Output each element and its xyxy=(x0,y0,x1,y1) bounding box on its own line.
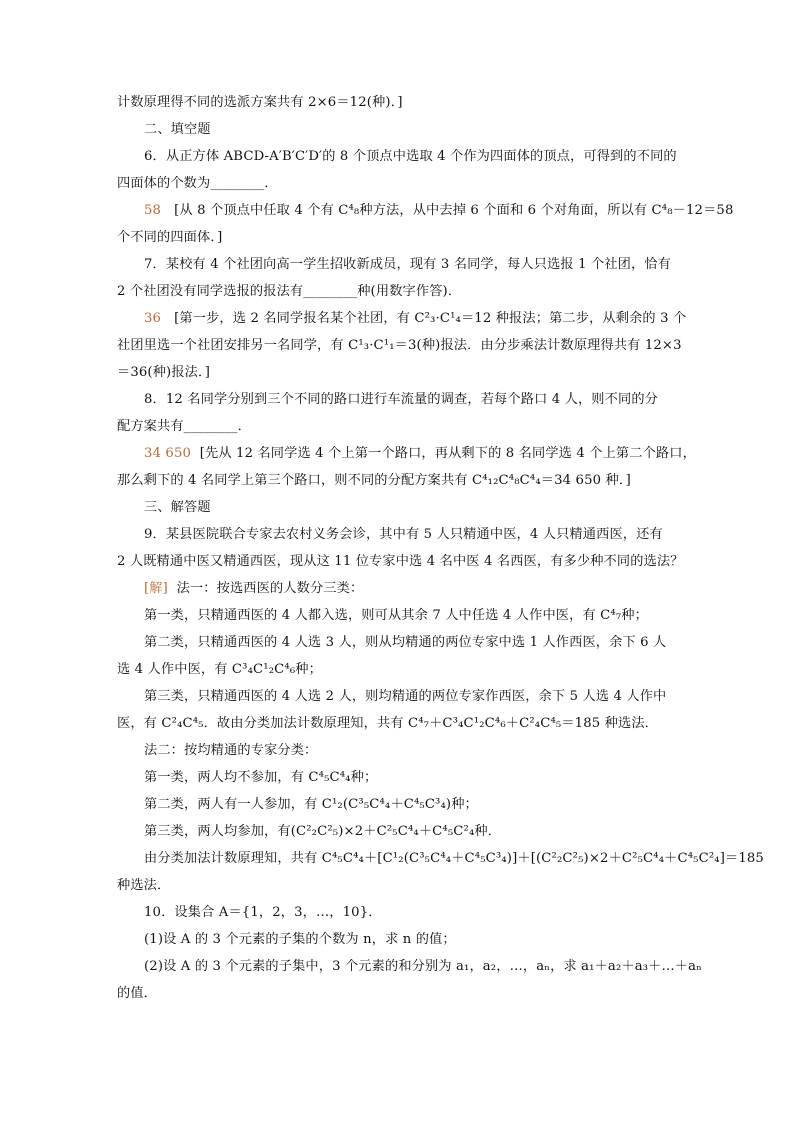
text-line: 的值． xyxy=(117,986,158,1001)
answer-value: 34 650 xyxy=(144,446,192,461)
question-8: 8．12 名同学分别到三个不同的路口进行车流量的调查，若每个路口 4 人，则不同的分 xyxy=(144,392,658,407)
text-line: 第一类，只精通西医的 4 人都入选，则可从其余 7 人中任选 4 人作中医，有 C⁴₇种； xyxy=(144,608,648,623)
text-line: ＝36(种)报法．] xyxy=(117,365,211,380)
solution-start xyxy=(144,579,363,599)
text-line: (2)设 A 的 3 个元素的子集中，3 个元素的和分别为 a₁，a₂，…，aₙ，求 a₁＋a₂＋a₃＋…＋aₙ xyxy=(144,959,703,974)
text-line: 种选法． xyxy=(117,878,171,893)
text-line: 2 人既精通中医又精通西医，现从这 11 位专家中选 4 名中医 4 名西医，有多少种不同的选法？ xyxy=(117,554,684,569)
question-9: 9．某县医院联合专家去农村义务会诊，其中有 5 人只精通中医，4 人只精通西医，还有 xyxy=(144,527,663,542)
text-line: 法二：按均精通的专家分类： xyxy=(144,743,318,758)
text-line: (1)设 A 的 3 个元素的子集的个数为 n，求 n 的值； xyxy=(144,932,456,947)
section-heading-fill-in: 二、填空题 xyxy=(144,122,211,137)
question-7: 7．某校有 4 个社团向高一学生招收新成员，现有 3 名同学，每人只选报 1 个社团，恰有 xyxy=(144,257,672,272)
text-line: 选 4 人作中医，有 C³₄C¹₂C⁴₆种； xyxy=(117,662,322,677)
text-line: 个不同的四面体．] xyxy=(117,230,223,245)
text-line: 第三类，只精通西医的 4 人选 2 人，则均精通的两位专家作西医，余下 5 人选 4 人作中 xyxy=(144,689,667,704)
text-line: 2 个社团没有同学选报的报法有________种(用数字作答)． xyxy=(117,284,462,299)
answer-6 xyxy=(144,201,734,221)
text-line: 第一类，两人均不参加，有 C⁴₅C⁴₄种； xyxy=(144,770,378,785)
section-heading-solve: 三、解答题 xyxy=(144,500,211,515)
explanation-text: [从 8 个顶点中任取 4 个有 C⁴₈种方法，从中去掉 6 个面和 6 个对角面，所以有 C⁴₈－12＝58 xyxy=(174,203,734,218)
text-line: 第二类，两人有一人参加，有 C¹₂(C³₅C⁴₄＋C⁴₅C³₄)种； xyxy=(144,797,478,812)
text-line: 社团里选一个社团安排另一名同学，有 C¹₃·C¹₁＝3(种)报法．由分步乘法计数原理得共有 12×3 xyxy=(117,338,682,353)
answer-7 xyxy=(144,309,686,329)
text-line: 第二类，只精通西医的 4 人选 3 人，则从均精通的两位专家中选 1 人作西医，余下 6 人 xyxy=(144,635,667,650)
answer-value: 36 xyxy=(144,311,162,326)
text-line: 四面体的个数为________． xyxy=(117,176,278,191)
text-line: 医，有 C²₄C⁴₅．故由分类加法计数原理知，共有 C⁴₇＋C³₄C¹₂C⁴₆＋C²₄C⁴₅＝185 种选法． xyxy=(117,716,658,731)
text-line: 第三类，两人均参加，有(C²₂C²₅)×2＋C²₅C⁴₄＋C⁴₅C²₄种． xyxy=(144,824,502,839)
explanation-text: 法一：按选西医的人数分三类： xyxy=(176,581,364,596)
answer-value: 58 xyxy=(144,203,162,218)
question-10: 10．设集合 A＝{1，2，3，…，10}． xyxy=(144,905,382,920)
text-line: 那么剩下的 4 名同学上第三个路口，则不同的分配方案共有 C⁴₁₂C⁴₈C⁴₄＝34 650 种．] xyxy=(117,473,631,488)
answer-8 xyxy=(144,444,696,464)
text-line: 由分类加法计数原理知，共有 C⁴₅C⁴₄＋[C¹₂(C³₅C⁴₄＋C⁴₅C³₄)]＋[(C²₂C²₅)×2＋C²₅C⁴₄＋C⁴₅C²₄]＝185 xyxy=(144,851,764,866)
explanation-text: [第一步，选 2 名同学报名某个社团，有 C²₃·C¹₄＝12 种报法；第二步，从剩余的 3 个 xyxy=(174,311,687,326)
explanation-text: [先从 12 名同学选 4 个上第一个路口，再从剩下的 8 名同学选 4 个上第二个路口， xyxy=(199,446,696,461)
question-6: 6．从正方体 ABCD-A′B′C′D′的 8 个顶点中选取 4 个作为四面体的顶点，可得到的不同的 xyxy=(144,149,677,164)
text-line: 计数原理得不同的选派方案共有 2×6＝12(种)．] xyxy=(117,95,403,110)
text-line: 配方案共有________． xyxy=(117,419,251,434)
solution-tag: [解] xyxy=(144,581,168,596)
